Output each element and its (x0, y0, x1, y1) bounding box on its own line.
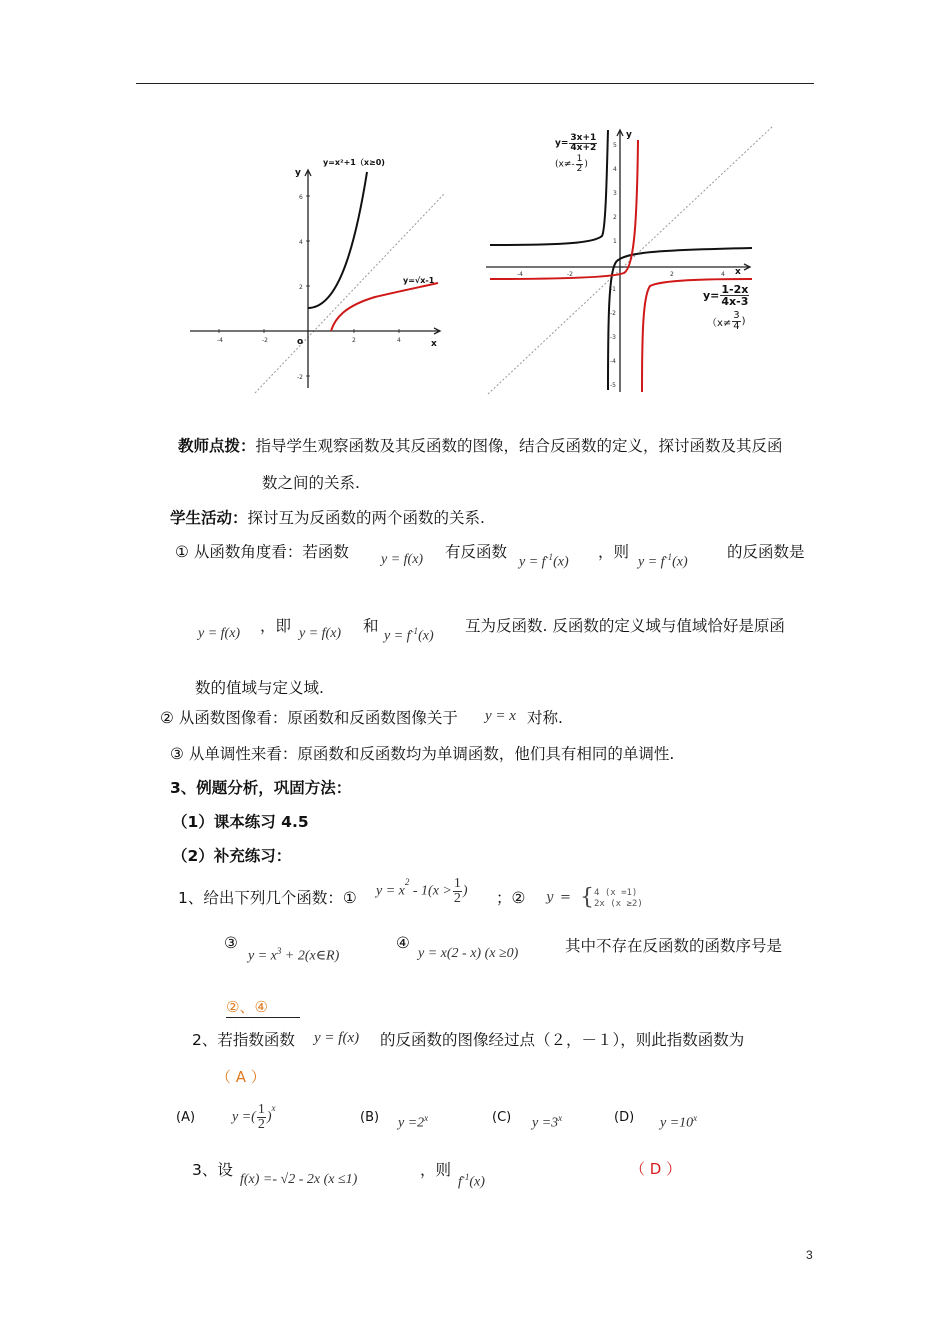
ex1-question-tail: 其中不存在反函数的函数序号是 (565, 937, 783, 955)
x-tick-label: 2 (670, 271, 674, 278)
math-part: ) (462, 883, 468, 899)
x-tick-label: -4 (217, 337, 223, 344)
fraction (569, 134, 597, 153)
y-tick-label: 2 (613, 214, 617, 221)
label-prefix: y= (555, 138, 569, 149)
y-tick-label: -2 (610, 310, 616, 317)
math-superscript: x (558, 1113, 563, 1123)
graph2-function-label (555, 134, 598, 174)
origin-label: o (297, 337, 304, 347)
math-part: y = f (384, 628, 411, 644)
ex3-inverse-math (458, 1172, 485, 1191)
math-y-equals-f-x: y = f(x) (314, 1030, 360, 1046)
x-tick-label: 2 (352, 337, 356, 344)
teacher-label: 教师点拨 (178, 437, 241, 455)
math-part: y =( (232, 1109, 256, 1125)
ex2-option-a-math (232, 1103, 276, 1132)
math-superscript: 2 (404, 877, 410, 887)
subsection-supplementary-exercise: （2）补充练习： (172, 847, 292, 865)
y-axis-label: y (626, 130, 632, 140)
numerator: 1 (257, 1102, 265, 1117)
ex2-intro: 2、若指数函数 (192, 1031, 295, 1049)
numerator: 1 (453, 876, 461, 891)
ex3-function-math: f(x) =- √2 - 2x (x ≤1) (240, 1172, 358, 1187)
math-part: y = f (638, 554, 665, 570)
ex1-intro: 1、给出下列几个函数：① (178, 889, 357, 907)
math-part: (x) (469, 1174, 485, 1190)
y-tick-label: 4 (613, 166, 617, 173)
subsection-textbook-exercise: （1）课本练习 4.5 (172, 813, 309, 831)
math-superscript: -1 (664, 552, 673, 562)
point2-text-b: 对称. (527, 709, 563, 727)
condition-prefix: （x≠ (707, 318, 732, 329)
math-y-equals-f-x: y = f(x) (198, 626, 241, 641)
x-axis-label: x (431, 339, 437, 349)
graph-function-and-inverse-2 (484, 124, 776, 396)
ex2-question: 的反函数的图像经过点（２，－１），则此指数函数为 (380, 1031, 745, 1049)
numerator: 1-2x (721, 283, 749, 296)
svg-text:2x (x ≥2): 2x (x ≥2) (594, 899, 643, 909)
math-part: ) (266, 1109, 272, 1125)
math-part: + 2(x∈R) (281, 948, 340, 964)
math-superscript: x (271, 1103, 276, 1113)
fraction (720, 284, 749, 307)
denominator: 4x+2 (570, 143, 597, 153)
ex2-option-c-math (532, 1113, 562, 1132)
y-tick-label: 3 (613, 190, 617, 197)
svg-text:4 (x =1): 4 (x =1) (594, 888, 638, 898)
ex2-option-d-math (660, 1113, 697, 1132)
ex1-circle-3: ③ (224, 934, 238, 952)
piecewise-function-image (544, 884, 704, 910)
condition-prefix: (x≠- (555, 159, 575, 170)
svg-text:{: { (580, 885, 594, 910)
y-tick-label: 1 (613, 238, 617, 245)
teacher-text: 指导学生观察函数及其反函数的图像，结合反函数的定义，探讨函数及其反函 (255, 437, 783, 455)
point1-line1-text-d: 的反函数是 (727, 543, 805, 561)
ex2-option-c-label: (C) (492, 1110, 512, 1125)
label-prefix: y= (703, 289, 720, 302)
denominator: 2 (453, 891, 461, 906)
ex3-intro: 3、设 (192, 1161, 233, 1179)
numerator: 1 (576, 154, 583, 164)
math-part: (x) (553, 554, 569, 570)
math-function-3 (248, 946, 339, 965)
math-part: y = x (248, 948, 277, 964)
y-tick-label: 4 (299, 239, 303, 246)
teacher-guidance-line2: 数之间的关系. (262, 474, 360, 492)
condition-suffix: ) (584, 159, 588, 170)
point1-line3-text-h: 数的值域与定义域. (195, 679, 324, 697)
math-y-equals-x: y = x (485, 708, 516, 724)
denominator: 2 (576, 164, 583, 174)
symmetry-line-y-equals-x (255, 193, 445, 393)
math-y-equals-f-x: y = f(x) (299, 626, 342, 641)
header-rule (136, 83, 814, 84)
label-colon: ： (232, 509, 248, 527)
math-superscript: -1 (545, 552, 554, 562)
math-y-equals-f-x: y = f(x) (381, 552, 424, 567)
math-part: y =2 (398, 1115, 425, 1131)
math-function-1 (376, 877, 468, 906)
point1-line2-text-e: ，即 (260, 617, 292, 635)
ex1-semicolon-2: ；② (496, 889, 526, 907)
math-inverse-function (519, 552, 569, 571)
y-axis-label: y (295, 168, 301, 178)
math-part: y =10 (660, 1115, 694, 1131)
point1-line1-text-a: ① 从函数角度看：若函数 (175, 543, 349, 561)
y-tick-label: 5 (613, 142, 617, 149)
math-part: (x) (672, 554, 688, 570)
ex3-then: ，则 (420, 1161, 452, 1179)
y-tick-label: -3 (610, 334, 616, 341)
svg-text:=: = (560, 890, 571, 905)
point1-line1-text-b: 有反函数 (445, 543, 508, 561)
student-label: 学生活动 (170, 509, 233, 527)
ex2-option-b-label: (B) (360, 1110, 380, 1125)
math-superscript: 3 (276, 946, 282, 956)
function-label: y=x²+1（x≥0) (323, 158, 385, 167)
graph-function-and-inverse-1 (185, 150, 450, 400)
svg-text:y: y (546, 890, 554, 905)
teacher-guidance-line1 (178, 434, 783, 456)
y-tick-label: -5 (610, 382, 616, 389)
section3-title: 3、例题分析，巩固方法： (170, 779, 352, 797)
math-inverse-function (638, 552, 688, 571)
x-axis-label: x (735, 267, 741, 277)
math-part: y = x (376, 883, 405, 899)
point1-line2-text-f: 和 (363, 617, 379, 635)
math-superscript: x (424, 1113, 429, 1123)
math-part: y =3 (532, 1115, 559, 1131)
numerator: 3 (733, 310, 740, 321)
ex2-option-b-math (398, 1113, 428, 1132)
curve-original-function (308, 172, 367, 308)
point2-text-a: ② 从函数图像看：原函数和反函数图像关于 (160, 709, 458, 727)
x-tick-label: 4 (397, 337, 401, 344)
x-tick-label: 4 (721, 271, 725, 278)
student-activity (170, 506, 485, 528)
label-colon: ： (240, 437, 256, 455)
fraction (453, 877, 462, 906)
math-part: f (458, 1174, 462, 1190)
x-tick-label: -2 (567, 271, 573, 278)
ex2-option-d-label: (D) (614, 1110, 635, 1125)
denominator: 2 (257, 1117, 265, 1132)
numerator: 3x+1 (570, 133, 597, 143)
y-tick-label: -2 (297, 374, 303, 381)
point1-line1-text-c: ，则 (598, 543, 630, 561)
math-superscript: -1 (461, 1172, 470, 1182)
math-part: - 1(x > (409, 883, 452, 899)
math-part: (x) (418, 628, 434, 644)
math-superscript: -1 (410, 626, 419, 636)
ex2-answer: （ A ） (216, 1068, 266, 1086)
fraction (576, 155, 584, 174)
math-part: y = f (519, 554, 546, 570)
graph2-inverse-label (703, 284, 750, 332)
math-function-4: y = x(2 - x) (x ≥0) (418, 946, 519, 961)
denominator: 4x-3 (721, 295, 749, 308)
math-superscript: x (693, 1113, 698, 1123)
ex1-circle-4: ④ (396, 934, 410, 952)
y-tick-label: 2 (299, 284, 303, 291)
x-tick-label: -4 (517, 271, 523, 278)
curve-inverse-function (331, 283, 438, 331)
fraction (257, 1103, 266, 1132)
y-tick-label: -4 (610, 358, 616, 365)
condition-suffix: ) (741, 316, 746, 327)
denominator: 4 (733, 321, 740, 332)
math-inverse-function (384, 626, 434, 645)
x-tick-label: -2 (262, 337, 268, 344)
y-tick-label: 6 (299, 194, 303, 201)
point1-line2-text-g: 互为反函数. 反函数的定义域与值域恰好是原函 (465, 617, 785, 635)
y-tick-label: -1 (610, 286, 616, 293)
point3-text: ③ 从单调性来看：原函数和反函数均为单调函数，他们具有相同的单调性. (170, 745, 675, 763)
ex2-option-a-label: (A) (176, 1110, 196, 1125)
student-text: 探讨互为反函数的两个函数的关系. (247, 509, 485, 527)
ex3-answer: （ D ） (630, 1160, 682, 1178)
fraction (732, 311, 740, 332)
page-number: 3 (806, 1248, 813, 1262)
inverse-label: y=√x-1 (403, 276, 435, 285)
ex1-answer: ②、④ (226, 996, 300, 1018)
